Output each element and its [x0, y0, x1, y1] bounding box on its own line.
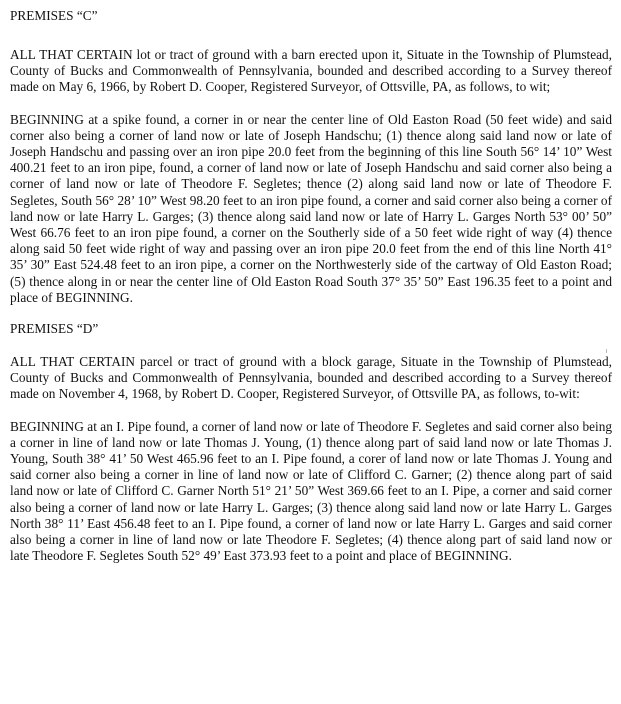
premises-c-description-paragraph: BEGINNING at a spike found, a corner in or near the center line of Old Easton Road (50 feet wide) and said corner also being a corner of land now or late of Joseph Handschu; (1) thence along said land now or late of Joseph Handschu and passing over an iron pipe 20.0 feet from the beginning of this line South 56° 14’ 10” West 400.21 feet to an iron pipe, found, a corner of land now or late of Joseph Handschu and said corner also being a corner of land now or late of Theodore F. Segletes; thence (2) along said land now or late of Theodore F. Segletes, South 56° 28’ 10” West 98.20 feet to an iron pipe found, a corner and said corner also being a corner of land now or late Harry L. Garges; (3) thence along said land now or late of Harry L. Garges North 53° 00’ 50” West 66.76 feet to an iron pipe found, a corner on the Southerly side of a 50 feet wide right of way (4) thence along said 50 feet wide right of way and passing over an iron pipe 20.0 feet from the end of this line North 41° 35’ 30” East 524.48 feet to an iron pipe, a corner on the Northwesterly side of the cartway of Old Easton Road; (5) thence along in or near the center line of Old Easton Road South 37° 35’ 50” East 196.35 feet to a point and place of BEGINNING.	[10, 111, 612, 305]
premises-d-heading: PREMISES “D”	[10, 321, 99, 337]
premises-d-description-paragraph: BEGINNING at an I. Pipe found, a corner of land now or late of Theodore F. Segletes and said corner also being a corner in line of land now or late Thomas J. Young, (1) thence along part of said land now or late Thomas J. Young, South 38° 41’ 50 West 465.96 feet to an I. Pipe found, a corer of land now or late Thomas J. Young and said corner also being a corner in line of land now or late of Clifford C. Garner; (2) thence along part of said land now or late of Clifford C. Garner North 51° 21’ 50” West 369.66 feet to an I. Pipe, a corner and said corner also being a corner of land now or late Harry L. Garges; (3) thence along said land now or late Harry L. Garges North 38° 11’ East 456.48 feet to an I. Pipe found, a corner of land now or late Harry L. Garges and said corner also being a corner in line of land now or late Theodore F. Segletes; (4) thence along part of said land now or late Theodore F. Segletes South 52° 49’ East 373.93 feet to a point and place of BEGINNING.	[10, 418, 612, 564]
premises-c-heading: PREMISES “C”	[10, 8, 98, 23]
premises-d-intro-paragraph: ALL THAT CERTAIN parcel or tract of ground with a block garage, Situate in the Township of Plumstead, County of Bucks and Commonwealth of Pennsylvania, bounded and described according to a Survey thereof made on November 4, 1968, by Robert D. Cooper, Registered Surveyor, of Ottsville PA, as follows, to-wit:	[10, 354, 612, 402]
premises-c-intro-paragraph: ALL THAT CERTAIN lot or tract of ground with a barn erected upon it, Situate in the Township of Plumstead, County of Bucks and Commonwealth of Pennsylvania, bounded and described according to a Survey thereof made on May 6, 1966, by Robert D. Cooper, Registered Surveyor, of Ottsville, PA, as follows, to wit;	[10, 47, 612, 95]
document-page	[10, 6, 612, 564]
scan-speck	[606, 349, 607, 353]
